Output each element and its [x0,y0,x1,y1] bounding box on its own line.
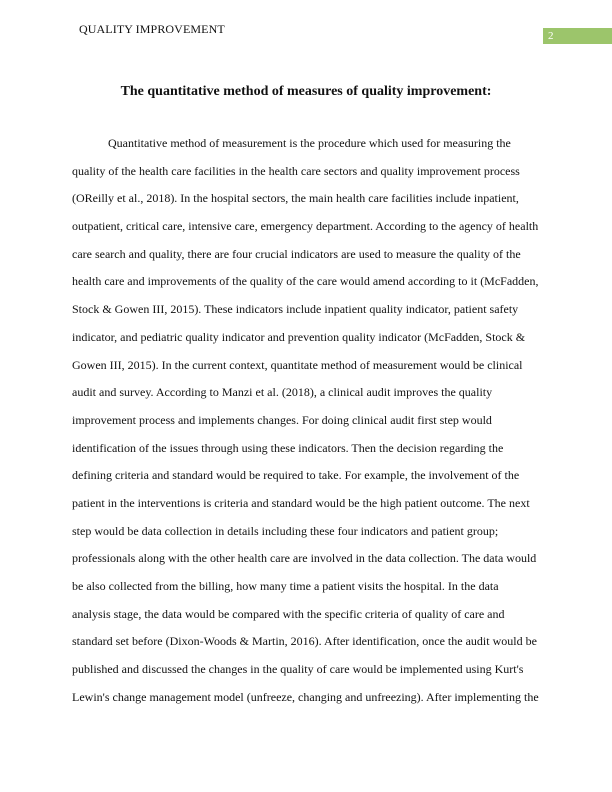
text-line: identification of the issues through using these indicators. Then the decision regarding the [72,440,504,455]
text-line: patient in the interventions is criteria and standard would be the high patient outcome. The next [72,495,530,510]
text-line: Quantitative method of measurement is the procedure which used for measuring the [108,136,511,150]
text-line: improvement process and implements changes. For doing clinical audit first step would [72,412,492,427]
text-line: analysis stage, the data would be compared with the specific criteria of quality of care and [72,606,505,621]
text-line: professionals along with the other health care are involved in the data collection. The data would [72,551,537,566]
text-line: be also collected from the billing, how many time a patient visits the hospital. In the data [72,579,499,593]
body-paragraph [72,134,552,715]
text-line: care search and quality, there are four crucial indicators are used to measure the quality of the [72,246,521,261]
text-line: defining criteria and standard would be required to take. For example, the involvement of the [72,468,520,483]
text-line: published and discussed the changes in the quality of care would be implemented using Kurt's [72,662,524,677]
text-line: Lewin's change management model (unfreeze, changing and unfreezing). After implementing the [72,689,539,704]
text-line: quality of the health care facilities in the health care sectors and quality improvement process [72,163,520,178]
text-line: Stock & Gowen III, 2015). These indicators include inpatient quality indicator, patient safety [72,302,519,317]
text-line: health care and improvements of the quality of the care would amend according to it (McFadden, [72,274,539,289]
text-line: indicator, and pediatric quality indicator and prevention quality indicator (McFadden, Stock & [72,329,526,344]
text-line: step would be data collection in details including these four indicators and patient group; [72,523,499,538]
text-line: (OReilly et al., 2018). In the hospital sectors, the main health care facilities include inpatient, [72,191,519,206]
text-line: outpatient, critical care, intensive care, emergency department. According to the agency of health [72,219,539,234]
text-line: Gowen III, 2015). In the current context, quantitate method of measurement would be clinical [72,357,523,372]
running-head: QUALITY IMPROVEMENT [79,22,225,36]
section-heading: The quantitative method of measures of quality improvement: [120,84,492,99]
text-line: standard set before (Dixon-Woods & Martin, 2016). After identification, once the audit would be [72,634,537,649]
page-number: 2 [543,28,612,44]
text-line: audit and survey. According to Manzi et al. (2018), a clinical audit improves the quality [72,385,493,400]
